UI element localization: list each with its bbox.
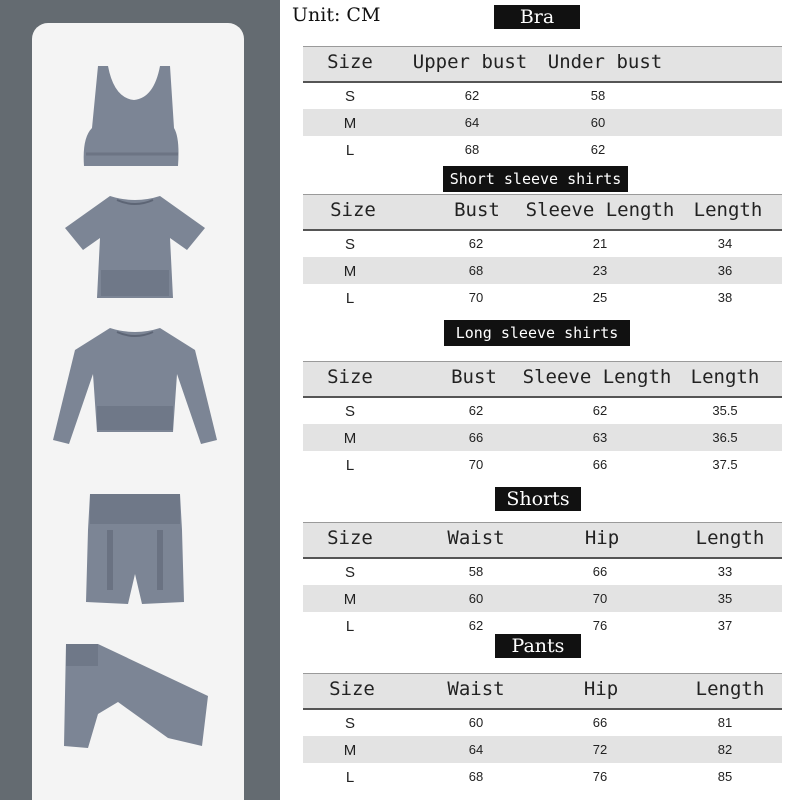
- value-cell: 60: [468, 591, 484, 606]
- size-cell: S: [344, 88, 356, 105]
- header-cell: Length: [693, 199, 763, 221]
- size-cell: S: [344, 564, 356, 581]
- size-cell: M: [343, 430, 357, 447]
- value-cell: 62: [590, 142, 606, 157]
- value-cell: 70: [592, 591, 608, 606]
- value-cell: 72: [592, 742, 608, 757]
- value-cell: 34: [717, 236, 733, 251]
- value-cell: 66: [592, 564, 608, 579]
- table-header-row: [303, 522, 782, 559]
- value-cell: 62: [468, 236, 484, 251]
- value-cell: 35.5: [712, 403, 738, 418]
- value-cell: 37.5: [712, 457, 738, 472]
- value-cell: 58: [590, 88, 606, 103]
- value-cell: 38: [717, 290, 733, 305]
- value-cell: 21: [592, 236, 608, 251]
- value-cell: 36: [717, 263, 733, 278]
- header-cell: Size: [330, 199, 376, 221]
- header-cell: Length: [695, 678, 765, 700]
- shorts-title: Shorts: [495, 487, 581, 511]
- value-cell: 63: [592, 430, 608, 445]
- pants-title: Pants: [495, 634, 581, 658]
- value-cell: 64: [464, 115, 480, 130]
- table-row: [303, 451, 782, 478]
- pants-image: [58, 640, 218, 750]
- table-row: [303, 558, 782, 585]
- value-cell: 68: [464, 142, 480, 157]
- table-row: [303, 257, 782, 284]
- size-cell: S: [344, 236, 356, 253]
- table-row: [303, 424, 782, 451]
- shorts-image: [80, 490, 190, 610]
- table-row: [303, 230, 782, 257]
- value-cell: 66: [592, 457, 608, 472]
- value-cell: 85: [717, 769, 733, 784]
- table-row: [303, 109, 782, 136]
- value-cell: 66: [592, 715, 608, 730]
- header-cell: Size: [327, 366, 373, 388]
- header-cell: Waist: [447, 678, 505, 700]
- value-cell: 37: [717, 618, 733, 633]
- header-cell: Waist: [447, 527, 505, 549]
- table-row: [303, 136, 782, 163]
- table-row: [303, 82, 782, 109]
- header-cell: Size: [327, 527, 373, 549]
- header-cell: Bust: [451, 366, 497, 388]
- value-cell: 81: [717, 715, 733, 730]
- table-row: [303, 736, 782, 763]
- header-cell: Sleeve Length: [522, 366, 672, 388]
- unit-label: Unit: CM: [292, 4, 381, 26]
- table-header-row: [303, 46, 782, 83]
- size-cell: S: [344, 715, 356, 732]
- value-cell: 35: [717, 591, 733, 606]
- header-cell: Length: [690, 366, 760, 388]
- header-cell: Size: [329, 678, 375, 700]
- bra-title: Bra: [494, 5, 580, 29]
- value-cell: 66: [468, 430, 484, 445]
- header-cell: Size: [327, 51, 373, 73]
- header-cell: Bust: [454, 199, 500, 221]
- value-cell: 62: [592, 403, 608, 418]
- size-cell: M: [343, 115, 357, 132]
- table-row: [303, 284, 782, 311]
- table-header-row: [303, 194, 782, 231]
- value-cell: 68: [468, 769, 484, 784]
- size-cell: L: [345, 142, 355, 159]
- table-header-row: [303, 673, 782, 710]
- value-cell: 76: [592, 769, 608, 784]
- size-cell: L: [345, 618, 355, 635]
- short-sleeve-shirt-image: [55, 188, 215, 308]
- size-cell: S: [344, 403, 356, 420]
- value-cell: 60: [468, 715, 484, 730]
- table-header-row: [303, 361, 782, 398]
- size-cell: M: [343, 263, 357, 280]
- size-cell: M: [343, 591, 357, 608]
- value-cell: 70: [468, 457, 484, 472]
- sports-bra-image: [70, 58, 200, 173]
- header-cell: Upper bust: [412, 51, 528, 73]
- table-row: [303, 709, 782, 736]
- header-cell: Hip: [583, 678, 619, 700]
- header-cell: Under bust: [547, 51, 663, 73]
- value-cell: 62: [468, 618, 484, 633]
- size-cell: L: [345, 457, 355, 474]
- value-cell: 68: [468, 263, 484, 278]
- table-row: [303, 397, 782, 424]
- header-cell: Sleeve Length: [525, 199, 675, 221]
- header-cell: Hip: [584, 527, 620, 549]
- size-cell: M: [343, 742, 357, 759]
- table-row: [303, 585, 782, 612]
- value-cell: 70: [468, 290, 484, 305]
- value-cell: 64: [468, 742, 484, 757]
- value-cell: 76: [592, 618, 608, 633]
- value-cell: 62: [468, 403, 484, 418]
- header-cell: Length: [695, 527, 765, 549]
- value-cell: 25: [592, 290, 608, 305]
- table-row: [303, 763, 782, 790]
- value-cell: 62: [464, 88, 480, 103]
- value-cell: 58: [468, 564, 484, 579]
- value-cell: 33: [717, 564, 733, 579]
- size-cell: L: [345, 769, 355, 786]
- value-cell: 60: [590, 115, 606, 130]
- value-cell: 36.5: [712, 430, 738, 445]
- short-sleeve-title: Short sleeve shirts: [443, 166, 628, 192]
- size-cell: L: [345, 290, 355, 307]
- value-cell: 82: [717, 742, 733, 757]
- long-sleeve-shirt-image: [45, 322, 225, 462]
- value-cell: 23: [592, 263, 608, 278]
- long-sleeve-title: Long sleeve shirts: [444, 320, 630, 346]
